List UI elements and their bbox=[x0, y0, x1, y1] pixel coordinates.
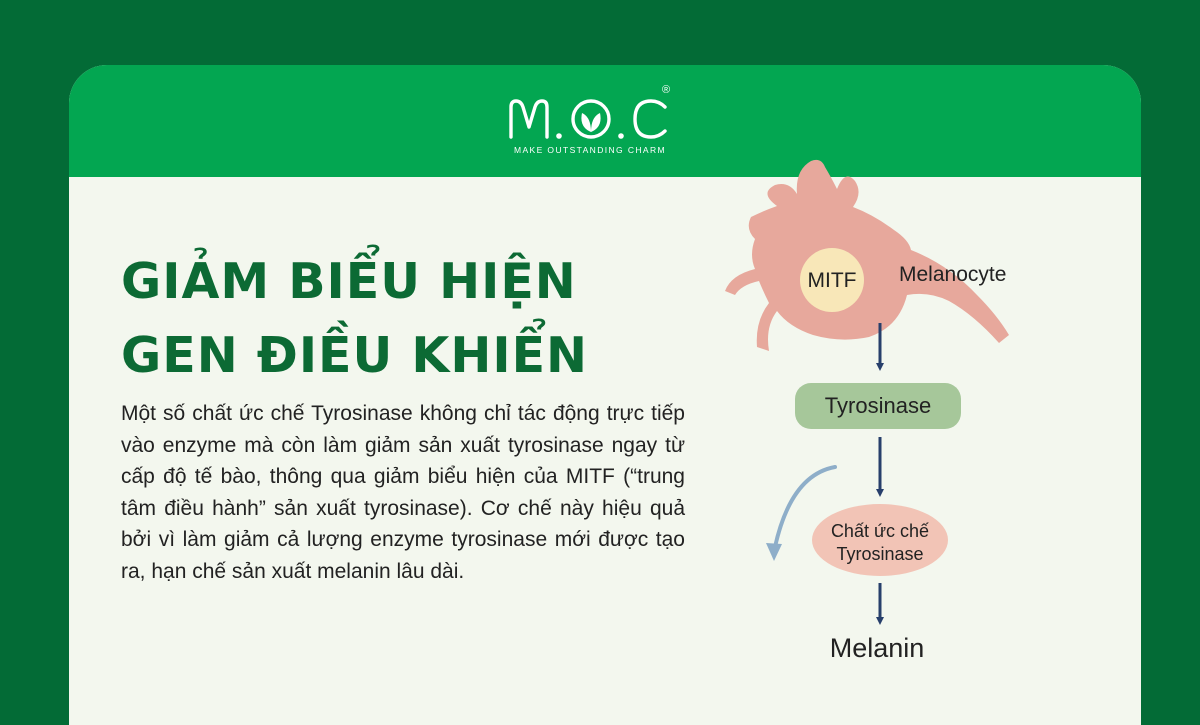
melanin-label: Melanin bbox=[829, 633, 925, 663]
curved-arrow-head bbox=[766, 543, 782, 561]
registered-mark: ® bbox=[662, 84, 671, 96]
content-card bbox=[69, 65, 1141, 725]
tyrosinase-label: Tyrosinase bbox=[824, 393, 932, 418]
mitf-label: MITF bbox=[807, 269, 857, 292]
title-line-1: GIẢM BIỂU HIỆN bbox=[121, 253, 577, 310]
title-line-2: GEN ĐIỀU KHIỂN bbox=[121, 327, 589, 384]
melanocyte-cell bbox=[725, 160, 1009, 351]
melanocyte-label: Melanocyte bbox=[899, 263, 1007, 286]
inhibitor-label-line-2: Tyrosinase bbox=[836, 544, 924, 564]
melanogenesis-diagram bbox=[69, 65, 1141, 725]
body-paragraph: Một số chất ức chế Tyrosinase không chỉ tác động trực tiếp vào enzyme mà còn làm giảm sản xuất tyrosinase ngay từ cấp độ tế bào, thông qua giảm biểu hiện của MITF (“trung tâm điều hành” sản xuất tyrosinase). Cơ chế này hiệu quả bởi vì làm giảm cả lượng enzyme tyrosinase mới được tạo ra, hạn chế sản xuất melanin lâu dài. bbox=[121, 402, 685, 583]
inhibitor-label-line-1: Chất ức chế bbox=[830, 521, 930, 541]
logo-tagline: MAKE OUTSTANDING CHARM bbox=[513, 145, 666, 155]
